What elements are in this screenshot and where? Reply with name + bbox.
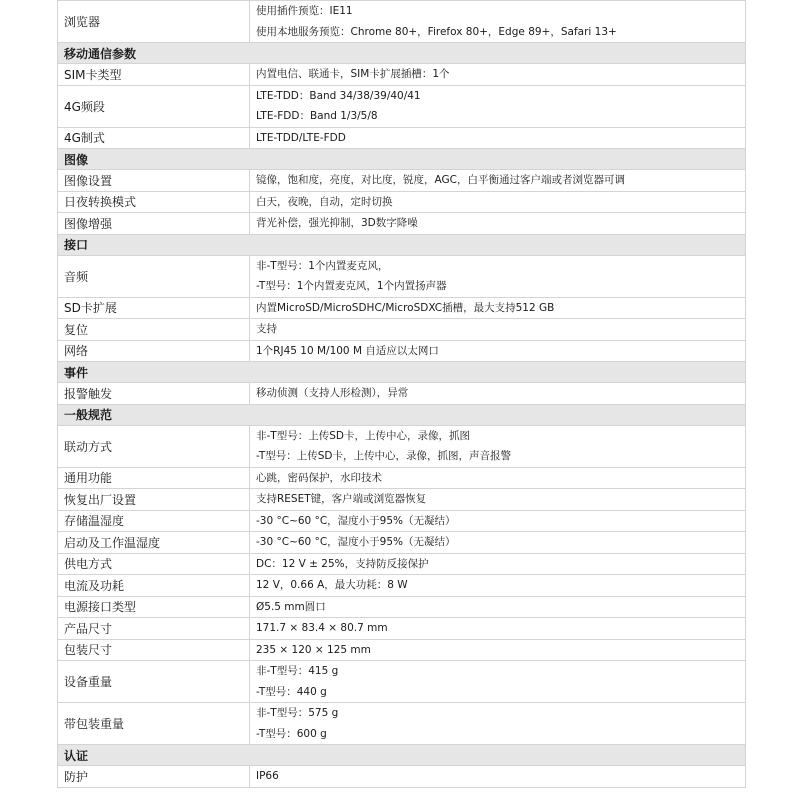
spec-value-line: 非-T型号：575 g — [256, 707, 339, 719]
spec-key: 4G制式 — [58, 127, 250, 149]
spec-value — [250, 319, 746, 341]
spec-value-line: -T型号：440 g — [256, 685, 327, 698]
spec-row — [58, 510, 746, 532]
spec-key: 复位 — [58, 319, 250, 341]
spec-key: 图像增强 — [58, 213, 250, 235]
section-title: 认证 — [58, 745, 746, 766]
spec-key: 供电方式 — [58, 553, 250, 575]
spec-value — [250, 618, 746, 640]
spec-sheet — [57, 0, 743, 788]
spec-key: 图像设置 — [58, 170, 250, 192]
spec-value-line: 内置电信、联通卡，SIM卡扩展插槽：1个 — [256, 68, 450, 80]
spec-value — [250, 297, 746, 319]
spec-value-line: 心跳，密码保护，水印技术 — [256, 471, 382, 484]
spec-row — [58, 85, 746, 127]
spec-value-line: 171.7 × 83.4 × 80.7 mm — [256, 622, 388, 634]
spec-key: 联动方式 — [58, 425, 250, 467]
spec-value — [250, 661, 746, 703]
spec-key: 网络 — [58, 340, 250, 362]
spec-table — [57, 0, 746, 788]
spec-value-line: -T型号：1个内置麦克风，1个内置扬声器 — [256, 280, 447, 292]
spec-key: 恢复出厂设置 — [58, 489, 250, 511]
spec-value-line: LTE-TDD：Band 34/38/39/40/41 — [256, 89, 421, 102]
spec-value — [250, 639, 746, 661]
spec-row — [58, 297, 746, 319]
spec-value-line: -T型号：600 g — [256, 727, 327, 740]
spec-key: SIM卡类型 — [58, 64, 250, 86]
spec-value — [250, 596, 746, 618]
spec-row — [58, 489, 746, 511]
spec-key: 防护 — [58, 766, 250, 788]
spec-value-line: 非-T型号：415 g — [256, 665, 339, 677]
spec-value — [250, 64, 746, 86]
spec-row — [58, 661, 746, 703]
spec-key: 带包装重量 — [58, 703, 250, 745]
spec-row — [58, 383, 746, 405]
spec-value — [250, 532, 746, 554]
spec-value-line: DC：12 V ± 25%，支持防反接保护 — [256, 557, 429, 570]
spec-value — [250, 553, 746, 575]
section-header — [58, 745, 746, 766]
spec-row — [58, 575, 746, 597]
spec-value-line: 非-T型号：上传SD卡，上传中心，录像，抓图 — [256, 429, 470, 442]
section-header — [58, 404, 746, 425]
spec-value — [250, 85, 746, 127]
spec-value — [250, 383, 746, 405]
spec-key: 启动及工作温湿度 — [58, 532, 250, 554]
spec-value-line: 235 × 120 × 125 mm — [256, 643, 371, 656]
spec-row — [58, 64, 746, 86]
section-header — [58, 234, 746, 255]
section-title: 移动通信参数 — [58, 43, 746, 64]
spec-value — [250, 703, 746, 745]
spec-value — [250, 340, 746, 362]
spec-value-line: -30 °C~60 °C，湿度小于95%（无凝结） — [256, 514, 456, 527]
spec-key: 设备重量 — [58, 661, 250, 703]
spec-value-line: 背光补偿，强光抑制，3D数字降噪 — [256, 217, 418, 229]
section-header — [58, 149, 746, 170]
spec-value — [250, 575, 746, 597]
section-header — [58, 362, 746, 383]
section-title: 一般规范 — [58, 404, 746, 425]
spec-row — [58, 191, 746, 213]
spec-row — [58, 340, 746, 362]
spec-value — [250, 489, 746, 511]
spec-value-line: 12 V，0.66 A，最大功耗：8 W — [256, 579, 408, 591]
spec-key: 产品尺寸 — [58, 618, 250, 640]
spec-key: 存储温湿度 — [58, 510, 250, 532]
spec-key: 日夜转换模式 — [58, 191, 250, 213]
spec-value-line: IP66 — [256, 770, 279, 782]
spec-key: 音频 — [58, 255, 250, 297]
spec-key: 浏览器 — [58, 1, 250, 43]
spec-value-line: -30 °C~60 °C，湿度小于95%（无凝结） — [256, 536, 456, 548]
spec-row — [58, 127, 746, 149]
spec-row — [58, 618, 746, 640]
spec-value — [250, 213, 746, 235]
spec-value — [250, 191, 746, 213]
spec-value — [250, 1, 746, 43]
spec-value — [250, 766, 746, 788]
spec-value-line: 移动侦测（支持人形检测），异常 — [256, 387, 409, 399]
spec-row — [58, 553, 746, 575]
spec-value-line: 镜像，饱和度，亮度，对比度，锐度，AGC，白平衡通过客户端或者浏览器可调 — [256, 174, 625, 186]
spec-row — [58, 170, 746, 192]
spec-key: 通用功能 — [58, 467, 250, 489]
spec-value — [250, 127, 746, 149]
spec-row — [58, 319, 746, 341]
spec-value-line: 支持 — [256, 323, 277, 335]
spec-row — [58, 255, 746, 297]
spec-key: SD卡扩展 — [58, 297, 250, 319]
spec-value-line: LTE-TDD/LTE-FDD — [256, 131, 346, 144]
spec-row — [58, 425, 746, 467]
spec-key: 报警触发 — [58, 383, 250, 405]
section-title: 图像 — [58, 149, 746, 170]
spec-row — [58, 703, 746, 745]
spec-value-line: 内置MicroSD/MicroSDHC/MicroSDXC插槽，最大支持512 GB — [256, 301, 555, 314]
spec-value — [250, 510, 746, 532]
section-header — [58, 43, 746, 64]
spec-row — [58, 467, 746, 489]
spec-value-line: -T型号：上传SD卡，上传中心，录像，抓图，声音报警 — [256, 450, 511, 462]
spec-value-line: 非-T型号：1个内置麦克风， — [256, 259, 389, 272]
spec-row — [58, 639, 746, 661]
spec-key: 电流及功耗 — [58, 575, 250, 597]
section-title: 接口 — [58, 234, 746, 255]
spec-row — [58, 766, 746, 788]
spec-row — [58, 532, 746, 554]
spec-value — [250, 425, 746, 467]
section-title: 事件 — [58, 362, 746, 383]
spec-row — [58, 1, 746, 43]
spec-value-line: 白天，夜晚，自动，定时切换 — [256, 195, 393, 208]
spec-value-line: Ø5.5 mm圆口 — [256, 600, 326, 613]
spec-value — [250, 170, 746, 192]
spec-value-line: LTE-FDD：Band 1/3/5/8 — [256, 110, 378, 122]
spec-row — [58, 596, 746, 618]
spec-value-line: 支持RESET键，客户端或浏览器恢复 — [256, 493, 427, 505]
spec-key: 电源接口类型 — [58, 596, 250, 618]
spec-value-line: 使用本地服务预览：Chrome 80+，Firefox 80+，Edge 89+，Safari 13+ — [256, 25, 617, 38]
spec-key: 4G频段 — [58, 85, 250, 127]
spec-value-line: 使用插件预览：IE11 — [256, 5, 353, 17]
spec-value-line: 1个RJ45 10 M/100 M 自适应以太网口 — [256, 344, 439, 357]
spec-value — [250, 255, 746, 297]
spec-key: 包装尺寸 — [58, 639, 250, 661]
spec-row — [58, 213, 746, 235]
spec-value — [250, 467, 746, 489]
